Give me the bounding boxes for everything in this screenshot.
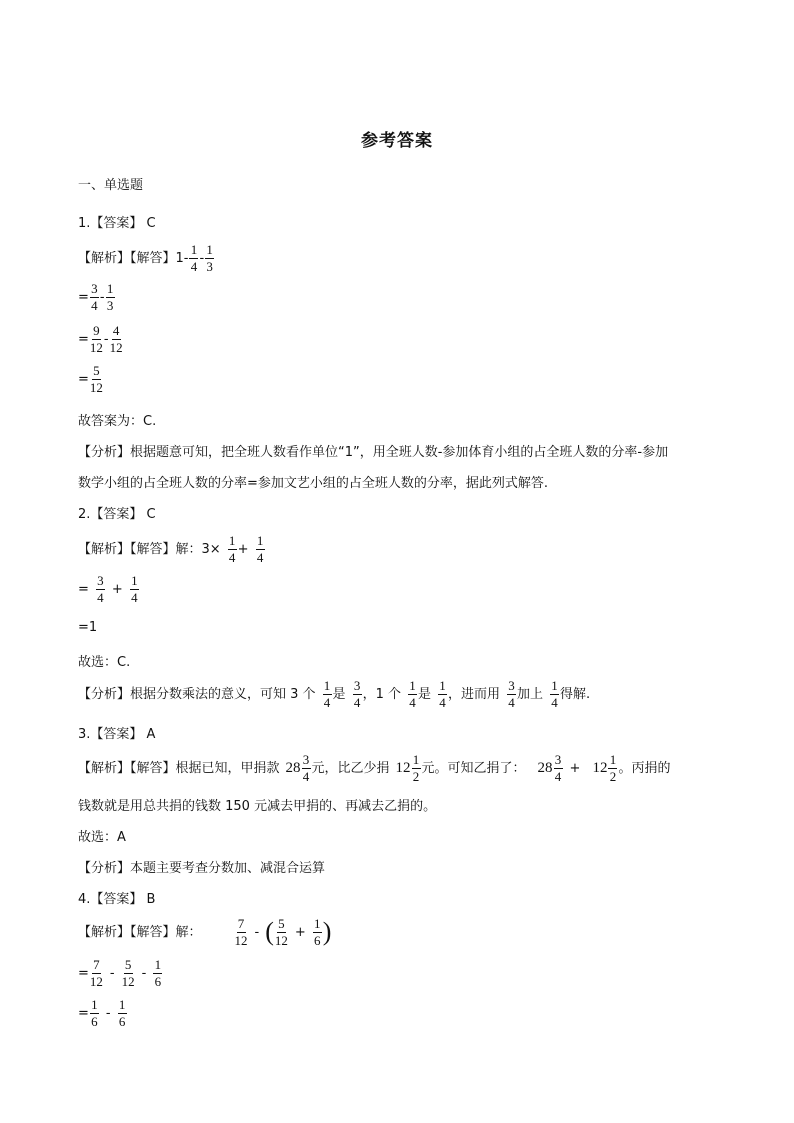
fraction: $\frac{1}{6}$ (314, 916, 321, 948)
fraction: $\frac{4}{12}$ (109, 323, 123, 355)
equals-sign: = (78, 1005, 89, 1021)
q4-step-1 (78, 958, 163, 988)
plus-sign: + (237, 541, 249, 557)
minus-sign: - (105, 1005, 111, 1021)
fraction: $\frac{5}{12}$ (121, 957, 135, 989)
text-segment: ，1 个 (362, 686, 401, 702)
plus-sign: + (569, 760, 581, 776)
fraction: $\frac{1}{6}$ (91, 997, 98, 1029)
mixed-number: 28 $\frac{3}{4}$ (285, 752, 310, 784)
q1-analysis-label: 【解析】【解答】1- (78, 250, 189, 266)
q2-step-1 (78, 574, 140, 604)
text-segment: 加上 (517, 686, 544, 702)
q2-step-2: =1 (78, 620, 98, 635)
fraction: $\frac{1}{4}$ (551, 678, 558, 710)
q3-analysis-text: 【分析】本题主要考查分数加、减混合运算 (78, 861, 326, 876)
q4-analysis-label: 【解析】【解答】解： (78, 924, 202, 940)
section-heading: 一、单选题 (78, 178, 144, 193)
fraction: $\frac{9}{12}$ (89, 323, 103, 355)
fraction: $\frac{1}{4}$ (439, 678, 446, 710)
q1-analysis-text-1: 【分析】根据题意可知，把全班人数看作单位“1”，用全班人数-参加体育小组的占全班人数的分率-参加 (78, 445, 669, 460)
plus-sign: + (294, 924, 306, 940)
text-segment: 元。可知乙捐了： (421, 760, 526, 776)
fraction: $\frac{1}{4}$ (323, 678, 331, 710)
fraction: $\frac{7}{12}$ (234, 916, 248, 948)
minus-sign: - (99, 289, 105, 305)
minus-sign: - (199, 250, 205, 266)
equals-sign: = (78, 965, 89, 981)
q1-step-3 (78, 364, 104, 394)
q1-step-2 (78, 324, 124, 354)
fraction: $\frac{3}{4}$ (353, 678, 361, 710)
q2-analysis-line (78, 534, 266, 564)
equals-sign: = (78, 289, 89, 305)
text-segment: 是 (332, 686, 346, 702)
fraction: $\frac{5}{12}$ (274, 916, 288, 948)
q1-conclusion: 故答案为：C. (78, 414, 157, 429)
q3-answer: 3.【答案】 A (78, 727, 156, 742)
minus-sign: - (103, 331, 109, 347)
fraction: $\frac{1}{4}$ (228, 533, 236, 565)
q2-analysis-label: 【解析】【解答】解：3× (78, 541, 221, 557)
fraction: $\frac{1}{4}$ (256, 533, 264, 565)
fraction: $\frac{1}{4}$ (131, 573, 138, 605)
q4-answer: 4.【答案】 B (78, 892, 156, 907)
q3-conclusion: 故选：A (78, 830, 126, 845)
fraction: $\frac{3}{4}$ (97, 573, 104, 605)
text-segment: 元，比乙少捐 (311, 760, 390, 776)
minus-sign: - (141, 965, 147, 981)
equals-sign: = (78, 331, 89, 347)
fraction: $\frac{1}{6}$ (154, 957, 162, 989)
fraction: $\frac{1}{6}$ (118, 997, 126, 1029)
text-segment: 【分析】根据分数乘法的意义，可知 3 个 (78, 686, 316, 702)
text-segment: 。丙捐的 (618, 760, 671, 776)
q1-analysis-line (78, 243, 215, 273)
q1-fraction-1: $\frac{1}{4}$ (190, 242, 198, 274)
q3-analysis-line (78, 753, 670, 783)
q4-step-2 (78, 998, 128, 1028)
minus-sign: - (109, 965, 115, 981)
text-segment: ，进而用 (447, 686, 500, 702)
minus-sign: - (254, 924, 260, 940)
q1-answer: 1.【答案】 C (78, 216, 156, 231)
fraction: $\frac{1}{4}$ (409, 678, 416, 710)
q2-conclusion: 故选：C. (78, 655, 131, 670)
page-title: 参考答案 (361, 131, 433, 151)
mixed-number: 12 $\frac{1}{2}$ (395, 752, 420, 784)
mixed-number: 28 $\frac{3}{4}$ (537, 752, 562, 784)
fraction: $\frac{7}{12}$ (89, 957, 103, 989)
text-segment: 得解. (560, 686, 591, 702)
q4-analysis-line (78, 917, 331, 947)
fraction: $\frac{3}{4}$ (508, 678, 515, 710)
fraction: $\frac{5}{12}$ (89, 363, 103, 395)
right-paren: ) (322, 917, 332, 947)
q2-analysis-text (78, 679, 590, 709)
fraction: $\frac{1}{3}$ (106, 281, 114, 313)
q1-step-1 (78, 282, 116, 312)
mixed-number: 12 $\frac{1}{2}$ (592, 752, 617, 784)
fraction: $\frac{3}{4}$ (91, 281, 98, 313)
equals-sign: = (78, 371, 89, 387)
text-segment: 是 (417, 686, 431, 702)
left-paren: ( (265, 917, 274, 947)
text-segment: 【解析】【解答】根据已知，甲捐款 (78, 760, 280, 776)
q1-fraction-2: $\frac{1}{3}$ (206, 242, 213, 274)
q2-answer: 2.【答案】 C (78, 507, 156, 522)
q1-analysis-text-2: 数学小组的占全班人数的分率=参加文艺小组的占全班人数的分率，据此列式解答. (78, 476, 549, 491)
q3-analysis-line-2: 钱数就是用总共捐的钱数 150 元减去甲捐的、再减去乙捐的。 (78, 799, 437, 814)
plus-sign: + (111, 581, 123, 597)
equals-sign: = (78, 581, 89, 597)
